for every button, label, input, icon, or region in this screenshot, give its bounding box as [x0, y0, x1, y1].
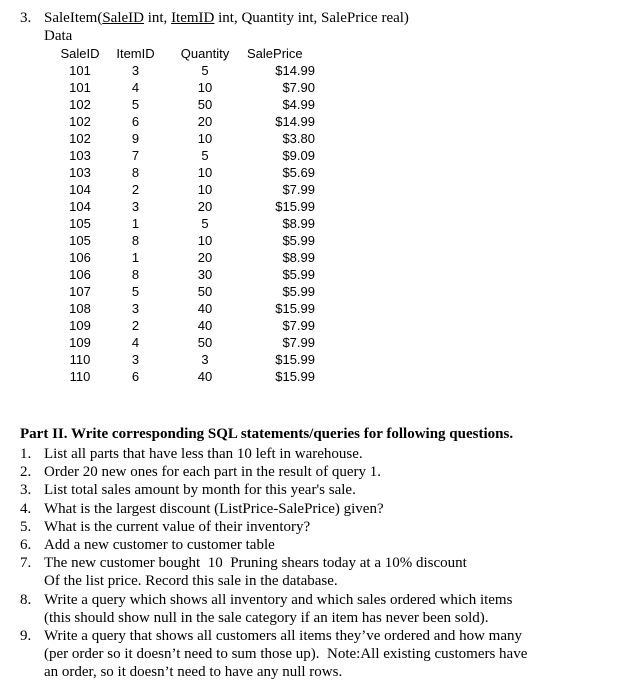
table-row — [52, 198, 315, 215]
question-line: List all parts that have less than 10 left in warehouse. — [44, 446, 363, 462]
cell-saleid: 106 — [69, 250, 91, 265]
cell-saleprice: $15.99 — [275, 369, 315, 384]
cell-saleid: 102 — [69, 97, 91, 112]
table-row — [52, 113, 315, 130]
cell-saleid: 110 — [69, 352, 91, 367]
table-row — [52, 368, 315, 385]
cell-itemid: 3 — [131, 63, 140, 78]
heading-prefix: SaleItem( — [44, 10, 103, 26]
list-item — [20, 481, 600, 499]
table-row — [52, 181, 315, 198]
cell-quantity: 40 — [197, 318, 213, 333]
cell-saleid: 104 — [69, 199, 91, 214]
table-row — [52, 96, 315, 113]
cell-saleprice: $5.99 — [282, 267, 315, 282]
cell-itemid: 5 — [131, 284, 140, 299]
heading-key-itemid: ItemID — [171, 10, 215, 26]
cell-saleid: 104 — [69, 182, 91, 197]
cell-quantity: 3 — [201, 352, 209, 367]
cell-saleprice: $8.99 — [282, 250, 315, 265]
cell-saleid: 105 — [69, 233, 91, 248]
cell-saleprice: $7.99 — [282, 335, 315, 350]
cell-quantity: 20 — [197, 250, 213, 265]
question-text — [44, 591, 600, 627]
table-row — [52, 164, 315, 181]
cell-saleprice: $5.99 — [282, 233, 315, 248]
question-number: 5. — [20, 518, 32, 535]
cell-saleid: 108 — [69, 301, 91, 316]
cell-saleid: 103 — [69, 148, 91, 163]
table-row — [52, 249, 315, 266]
table-row — [52, 147, 315, 164]
question-line: Add a new customer to customer table — [44, 537, 275, 554]
cell-itemid: 1 — [131, 250, 140, 265]
question-list — [20, 445, 600, 682]
schema-heading — [20, 10, 409, 27]
table-row — [52, 283, 315, 300]
cell-itemid: 2 — [131, 318, 140, 333]
column-header-itemid: ItemID — [116, 46, 155, 61]
cell-saleid: 107 — [69, 284, 91, 299]
list-item — [20, 536, 600, 554]
cell-quantity: 50 — [197, 335, 213, 350]
cell-quantity: 10 — [197, 233, 213, 248]
question-line: The new customer bought 10 Pruning shears today at a 10% discount — [44, 555, 467, 572]
list-item — [20, 627, 600, 682]
question-line: an order, so it doesn’t need to have any null rows. — [44, 664, 343, 681]
cell-itemid: 6 — [131, 369, 140, 384]
heading-rest: int, Quantity int, SalePrice real) — [214, 10, 409, 26]
table-row — [52, 266, 315, 283]
list-item — [20, 591, 600, 627]
heading-key-saleid: SaleID — [102, 10, 144, 26]
cell-itemid: 2 — [131, 182, 140, 197]
question-number: 3. — [20, 482, 32, 499]
cell-quantity: 10 — [197, 182, 213, 197]
cell-saleid: 103 — [69, 165, 91, 180]
table-row — [52, 130, 315, 147]
cell-quantity: 40 — [197, 369, 213, 384]
table-row — [52, 215, 315, 232]
cell-itemid: 7 — [131, 148, 140, 163]
cell-quantity: 10 — [197, 165, 213, 180]
question-number: 9. — [20, 628, 32, 645]
question-line: (per order so it doesn’t need to sum those up). Note:All existing customers have — [44, 646, 528, 663]
question-line: (this should show null in the sale category if an item has never been sold). — [44, 609, 489, 626]
question-number: 4. — [20, 500, 32, 517]
cell-itemid: 4 — [131, 335, 140, 350]
cell-itemid: 8 — [131, 165, 140, 180]
question-number: 8. — [20, 591, 32, 608]
question-text — [44, 445, 600, 463]
cell-saleprice: $15.99 — [275, 301, 315, 316]
question-number: 1. — [20, 446, 32, 462]
question-text — [44, 500, 600, 518]
cell-saleid: 109 — [69, 335, 91, 350]
question-number: 2. — [20, 464, 32, 481]
cell-saleid: 109 — [69, 318, 91, 333]
question-text — [44, 481, 600, 499]
table-body — [52, 62, 315, 385]
cell-saleprice: $3.80 — [282, 131, 315, 146]
table-row — [52, 79, 315, 96]
table-header-row — [52, 45, 315, 62]
list-item — [20, 518, 600, 536]
question-line: What is the largest discount (ListPrice-SalePrice) given? — [44, 500, 384, 517]
cell-saleprice: $4.99 — [282, 97, 315, 112]
cell-quantity: 40 — [197, 301, 213, 316]
cell-saleprice: $7.90 — [282, 80, 315, 95]
cell-itemid: 3 — [131, 301, 140, 316]
cell-quantity: 10 — [197, 131, 213, 146]
column-header-quantity: Quantity — [180, 46, 230, 61]
cell-quantity: 5 — [201, 216, 209, 231]
cell-saleprice: $9.09 — [282, 148, 315, 163]
cell-saleprice: $15.99 — [275, 199, 315, 214]
table-row — [52, 300, 315, 317]
question-line: What is the current value of their inventory? — [44, 518, 311, 535]
question-text — [44, 518, 600, 536]
cell-saleprice: $5.99 — [282, 284, 315, 299]
table-row — [52, 62, 315, 79]
cell-saleprice: $15.99 — [275, 352, 315, 367]
cell-saleprice: $7.99 — [282, 182, 315, 197]
cell-saleid: 106 — [69, 267, 91, 282]
cell-saleprice: $8.99 — [282, 216, 315, 231]
cell-quantity: 30 — [197, 267, 213, 282]
cell-saleid: 110 — [69, 369, 91, 384]
table-row — [52, 334, 315, 351]
cell-itemid: 3 — [131, 199, 140, 214]
cell-itemid: 8 — [131, 233, 140, 248]
cell-quantity: 5 — [201, 63, 209, 78]
cell-quantity: 50 — [197, 97, 213, 112]
cell-quantity: 20 — [197, 114, 213, 129]
cell-itemid: 4 — [131, 80, 140, 95]
cell-quantity: 10 — [197, 80, 213, 95]
table-row — [52, 317, 315, 334]
cell-quantity: 20 — [197, 199, 213, 214]
cell-saleid: 102 — [69, 114, 91, 129]
table-row — [52, 351, 315, 368]
question-line: Of the list price. Record this sale in the database. — [44, 573, 338, 590]
cell-saleid: 101 — [69, 63, 91, 78]
cell-saleid: 105 — [69, 216, 91, 231]
list-item — [20, 554, 600, 590]
question-line: Write a query which shows all inventory and which sales ordered which items — [44, 591, 513, 608]
question-text — [44, 554, 600, 590]
cell-saleprice: $14.99 — [275, 114, 315, 129]
question-text — [44, 627, 600, 682]
cell-itemid: 8 — [131, 267, 140, 282]
list-item — [20, 445, 600, 463]
cell-itemid: 9 — [131, 131, 140, 146]
part2-title: Part II. Write corresponding SQL statements/queries for following questions. — [20, 426, 514, 442]
question-line: Write a query that shows all customers all items they’ve ordered and how many — [44, 628, 523, 645]
cell-itemid: 5 — [131, 97, 140, 112]
list-item — [20, 500, 600, 518]
cell-quantity: 5 — [201, 148, 209, 163]
cell-saleprice: $14.99 — [275, 63, 315, 78]
table-row — [52, 232, 315, 249]
cell-saleid: 102 — [69, 131, 91, 146]
question-text — [44, 536, 600, 554]
cell-itemid: 1 — [131, 216, 140, 231]
list-item — [20, 463, 600, 481]
sale-item-table — [52, 45, 315, 385]
column-header-saleprice: SalePrice — [247, 46, 303, 61]
question-number: 7. — [20, 555, 32, 572]
cell-itemid: 6 — [131, 114, 140, 129]
question-line: Order 20 new ones for each part in the result of query 1. — [44, 464, 381, 481]
cell-saleid: 101 — [69, 80, 91, 95]
data-label: Data — [44, 28, 73, 44]
heading-mid: int, — [143, 10, 172, 26]
column-header-saleid: SaleID — [60, 46, 100, 61]
question-line: List total sales amount by month for this year's sale. — [44, 482, 356, 499]
cell-saleprice: $5.69 — [282, 165, 315, 180]
heading-number: 3. — [20, 10, 32, 26]
cell-itemid: 3 — [131, 352, 140, 367]
question-number: 6. — [20, 537, 32, 554]
cell-quantity: 50 — [197, 284, 213, 299]
question-text — [44, 463, 600, 481]
cell-saleprice: $7.99 — [282, 318, 315, 333]
